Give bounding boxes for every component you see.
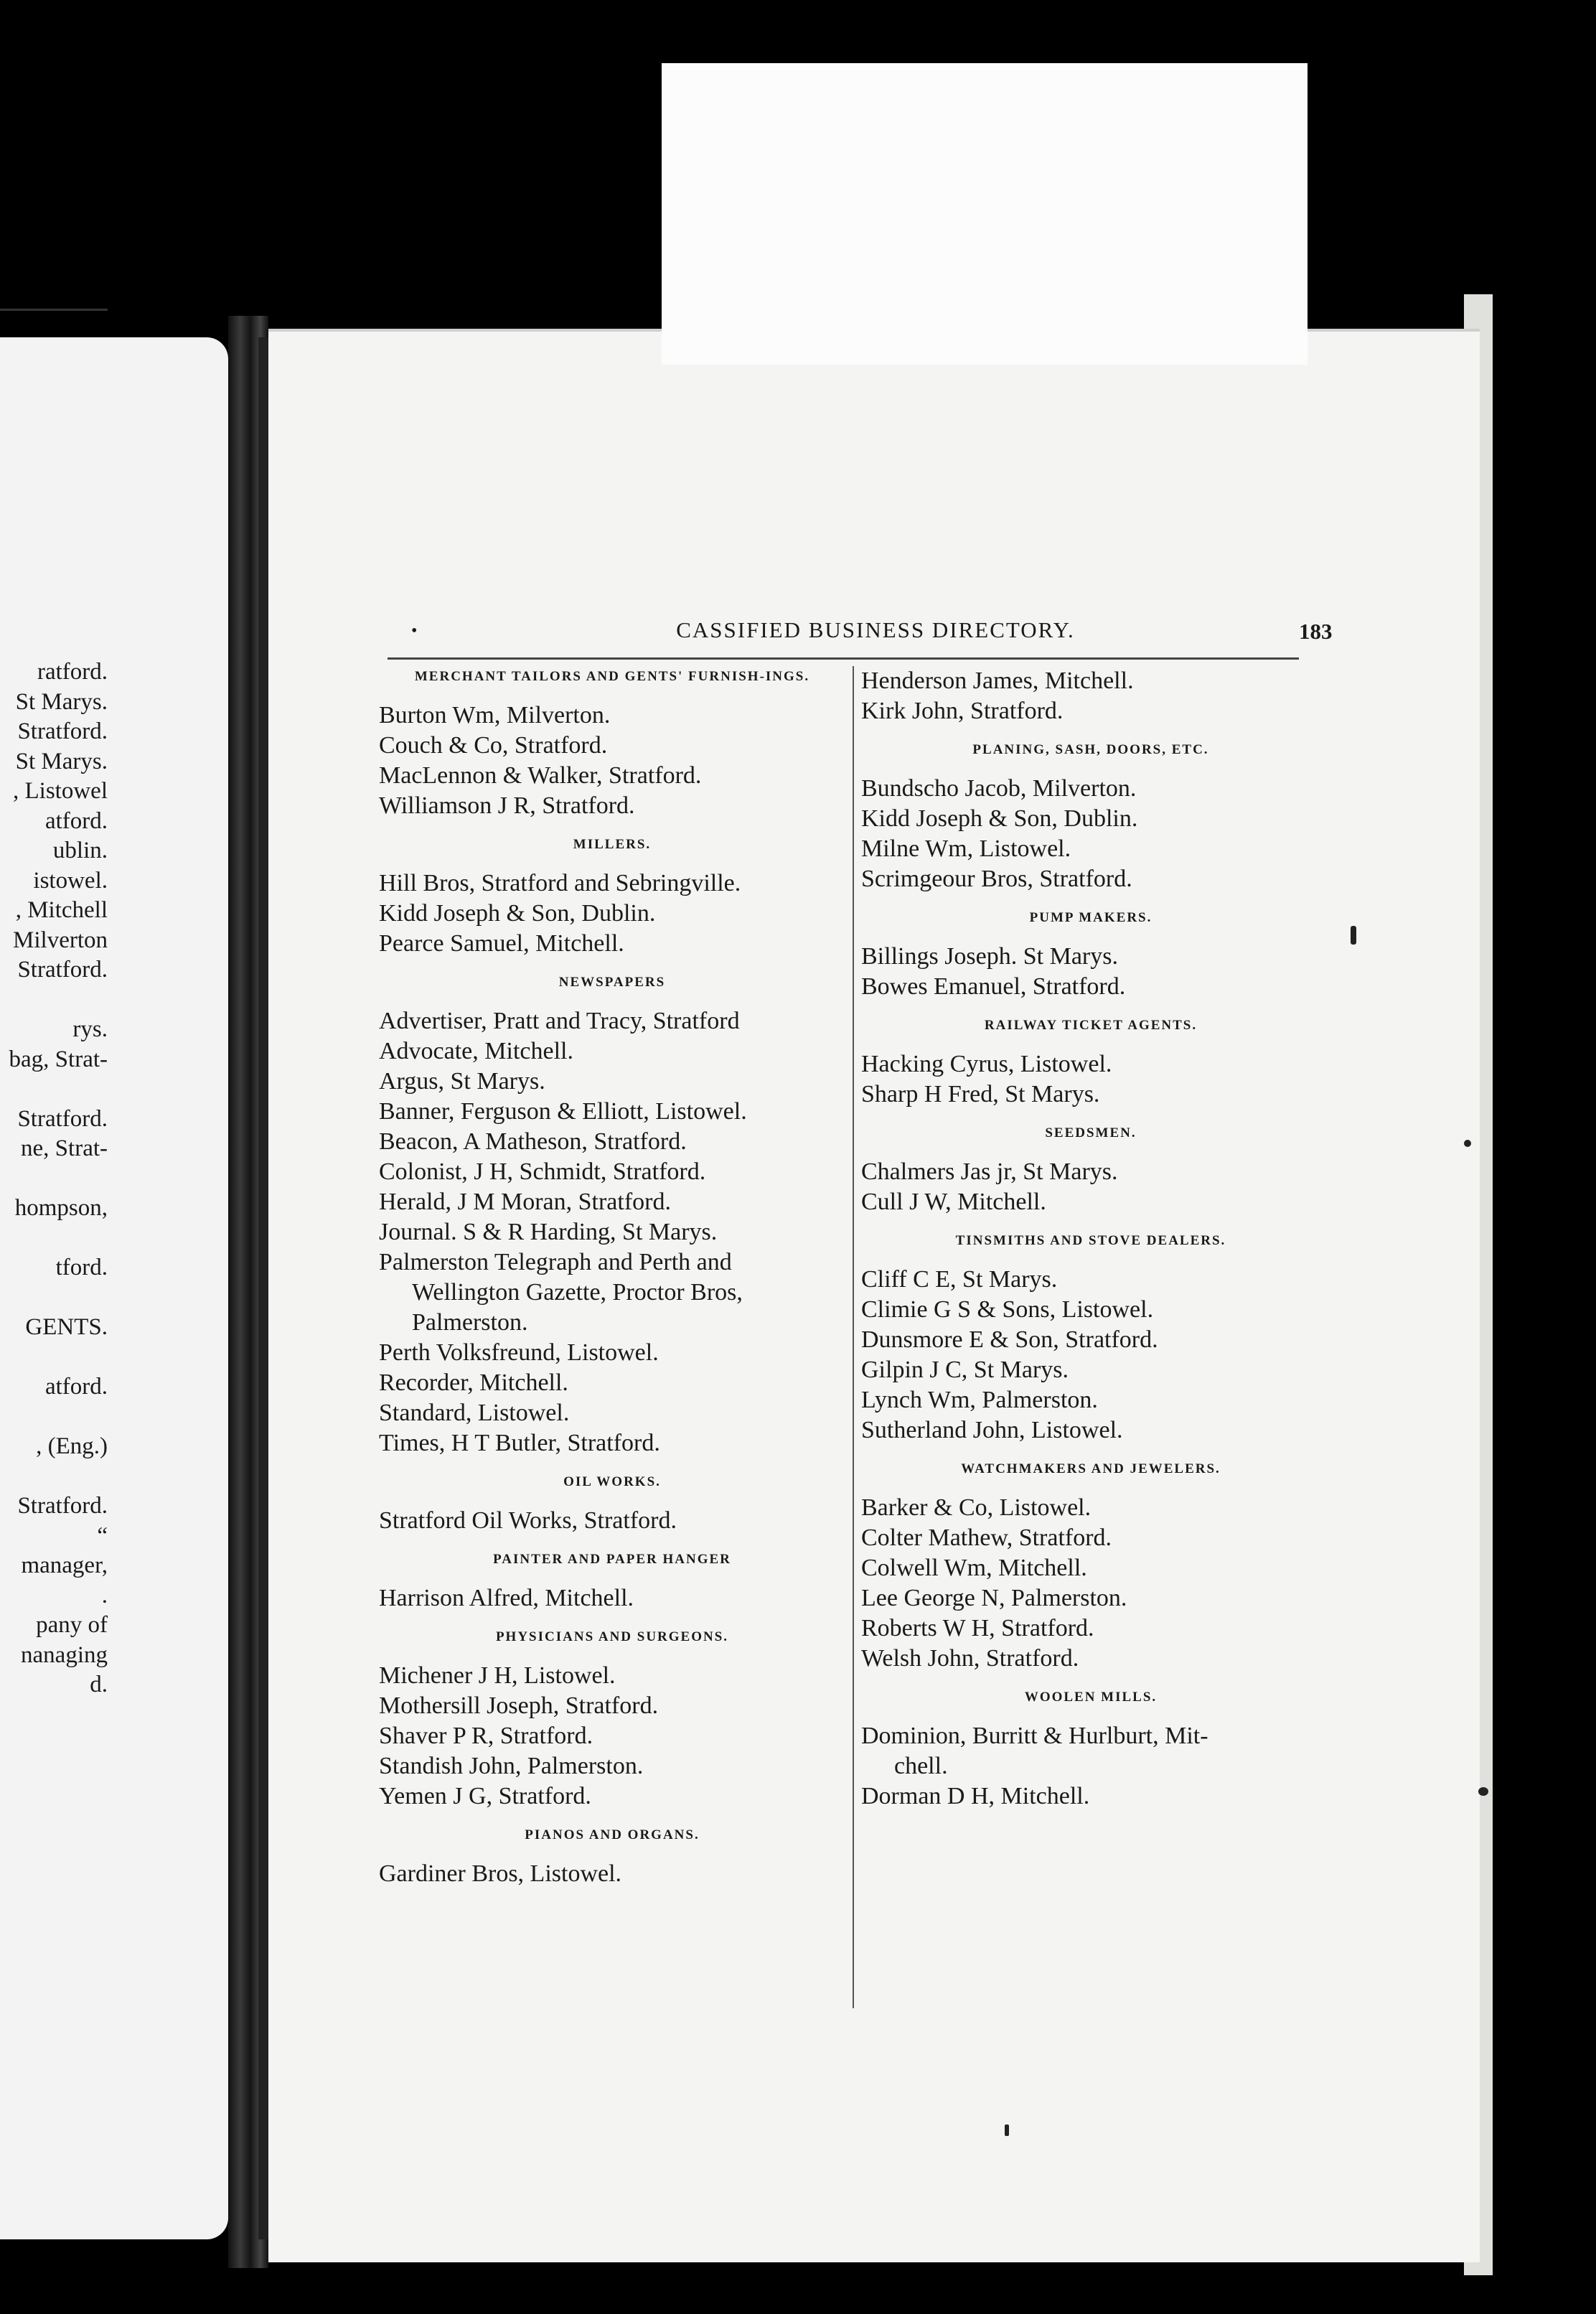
directory-entry: Chalmers Jas jr, St Marys. [861, 1158, 1118, 1185]
left-page-fragment: nanaging [21, 1641, 108, 1668]
left-page-fragment: bag, Strat- [9, 1046, 108, 1072]
directory-entry: Standish John, Palmerston. [379, 1753, 644, 1779]
header-dot: • [411, 622, 418, 640]
section-heading: PLANING, SASH, DOORS, ETC. [972, 742, 1209, 757]
directory-entry: Dominion, Burritt & Hurlburt, Mit- [861, 1723, 1208, 1749]
directory-entry: chell. [894, 1753, 948, 1779]
right-column [861, 666, 1320, 1812]
directory-entry: Dunsmore E & Son, Stratford. [861, 1326, 1158, 1353]
directory-entry: Journal. S & R Harding, St Marys. [379, 1219, 718, 1245]
directory-entry: Harrison Alfred, Mitchell. [379, 1585, 634, 1611]
directory-entry: Standard, Listowel. [379, 1400, 570, 1426]
directory-entry: Beacon, A Matheson, Stratford. [379, 1128, 687, 1155]
directory-entry: Bowes Emanuel, Stratford. [861, 973, 1126, 1000]
left-page-fragment: rys. [72, 1016, 108, 1042]
directory-entry: Kidd Joseph & Son, Dublin. [861, 805, 1138, 832]
directory-entry: Bundscho Jacob, Milverton. [861, 775, 1137, 802]
left-page-fragment: , (Eng.) [36, 1433, 108, 1459]
directory-entry: Palmerston. [412, 1309, 528, 1336]
section-heading: NEWSPAPERS [558, 975, 666, 990]
directory-entry: Advocate, Mitchell. [379, 1038, 573, 1064]
section-heading: PUMP MAKERS. [1029, 910, 1153, 925]
directory-entry: Banner, Ferguson & Elliott, Listowel. [379, 1098, 747, 1125]
directory-entry: Couch & Co, Stratford. [379, 732, 608, 759]
section-heading: MILLERS. [573, 837, 652, 852]
directory-entry: Cull J W, Mitchell. [861, 1189, 1046, 1215]
left-page-fragment: istowel. [33, 867, 108, 894]
left-page-fragment: Stratford. [17, 957, 108, 983]
ink-speck [1005, 2125, 1009, 2136]
directory-entry: Roberts W H, Stratford. [861, 1615, 1094, 1641]
directory-entry: Dorman D H, Mitchell. [861, 1783, 1090, 1809]
section-heading: PAINTER AND PAPER HANGER [493, 1552, 731, 1567]
left-page-fragment: manager, [21, 1552, 108, 1578]
section-heading: OIL WORKS. [563, 1474, 661, 1489]
left-page-fragment: . [101, 1582, 108, 1608]
left-page-fragment: GENTS. [25, 1314, 108, 1340]
directory-entry: Hacking Cyrus, Listowel. [861, 1051, 1112, 1077]
left-page-fragment: hompson, [14, 1195, 108, 1221]
section-heading: TINSMITHS AND STOVE DEALERS. [955, 1233, 1226, 1248]
directory-entry: Palmerston Telegraph and Perth and [379, 1249, 732, 1275]
page-number: 183 [1299, 619, 1333, 644]
directory-entry: Scrimgeour Bros, Stratford. [861, 866, 1132, 892]
left-page-fragment: “ [97, 1522, 108, 1549]
header-rule [388, 657, 1299, 660]
directory-entry: Michener J H, Listowel. [379, 1662, 616, 1689]
left-page-fragment: Stratford. [17, 1493, 108, 1519]
section-heading: RAILWAY TICKET AGENTS. [984, 1018, 1198, 1033]
directory-entry: Perth Volksfreund, Listowel. [379, 1339, 659, 1366]
directory-entry: Barker & Co, Listowel. [861, 1494, 1092, 1521]
left-page-fragment: d. [90, 1672, 108, 1697]
directory-entry: Milne Wm, Listowel. [861, 835, 1071, 862]
directory-entry: Lee George N, Palmerston. [861, 1585, 1127, 1611]
directory-entry: Gilpin J C, St Marys. [861, 1357, 1069, 1383]
left-page-fragment: Stratford. [17, 1105, 108, 1132]
column-divider [853, 666, 854, 2008]
page-title: CASSIFIED BUSINESS DIRECTORY. [676, 617, 1075, 642]
left-page-fragment: atford. [44, 1374, 108, 1400]
paper-tab [662, 63, 1308, 365]
section-heading: MERCHANT TAILORS AND GENTS' FURNISH-INGS. [414, 669, 810, 684]
section-heading: PIANOS AND ORGANS. [525, 1827, 700, 1842]
directory-entry: Pearce Samuel, Mitchell. [379, 930, 624, 957]
directory-entry: Henderson James, Mitchell. [861, 668, 1134, 694]
left-page-fragment: atford. [44, 807, 108, 834]
left-facing-page [0, 337, 228, 2239]
directory-entry: Sutherland John, Listowel. [861, 1417, 1123, 1443]
directory-entry: Shaver P R, Stratford. [379, 1723, 593, 1749]
ink-speck [1464, 1140, 1471, 1147]
directory-entry: Kidd Joseph & Son, Dublin. [379, 900, 656, 927]
directory-entry: Recorder, Mitchell. [379, 1369, 568, 1396]
directory-entry: Kirk John, Stratford. [861, 698, 1064, 724]
left-page-fragment: , Listowel [13, 778, 108, 804]
directory-entry: Mothersill Joseph, Stratford. [379, 1692, 659, 1719]
directory-entry: Colwell Wm, Mitchell. [861, 1555, 1087, 1581]
directory-entry: Colter Mathew, Stratford. [861, 1524, 1112, 1551]
left-page-fragment: ratford. [37, 659, 108, 685]
directory-entry: Herald, J M Moran, Stratford. [379, 1189, 671, 1215]
directory-entry: Advertiser, Pratt and Tracy, Stratford [379, 1008, 740, 1034]
left-page-fragment: ublin. [52, 838, 108, 863]
section-heading: SEEDSMEN. [1045, 1125, 1137, 1140]
left-page-fragment: ne, Strat- [21, 1135, 108, 1161]
section-heading: WATCHMAKERS AND JEWELERS. [961, 1461, 1221, 1476]
left-page-fragment: St Marys. [15, 748, 108, 774]
section-heading: PHYSICIANS AND SURGEONS. [495, 1629, 729, 1644]
directory-entry: Williamson J R, Stratford. [379, 792, 635, 819]
left-page-rule [0, 309, 108, 311]
directory-entry: Burton Wm, Milverton. [379, 702, 611, 729]
ink-speck [1351, 926, 1356, 945]
directory-entry: Times, H T Butler, Stratford. [379, 1430, 660, 1456]
directory-entry: Wellington Gazette, Proctor Bros, [412, 1279, 743, 1306]
left-page-fragment: pany of [36, 1612, 108, 1638]
directory-entry: Climie G S & Sons, Listowel. [861, 1296, 1154, 1323]
left-page-fragment: Stratford. [17, 718, 108, 744]
spine-edge [258, 337, 268, 2239]
directory-entry: Cliff C E, St Marys. [861, 1266, 1058, 1293]
directory-entry: Yemen J G, Stratford. [379, 1783, 591, 1809]
directory-entry: Hill Bros, Stratford and Sebringville. [379, 870, 741, 896]
directory-entry: Colonist, J H, Schmidt, Stratford. [379, 1158, 706, 1185]
directory-entry: Billings Joseph. St Marys. [861, 943, 1118, 970]
directory-entry: Lynch Wm, Palmerston. [861, 1387, 1098, 1413]
ink-speck [1478, 1787, 1488, 1796]
directory-entry: Gardiner Bros, Listowel. [379, 1860, 622, 1887]
left-page-fragment: tford. [55, 1255, 108, 1280]
directory-entry: Argus, St Marys. [379, 1068, 545, 1095]
section-heading: WOOLEN MILLS. [1024, 1690, 1158, 1705]
left-page-fragment: , Mitchell [15, 897, 108, 923]
left-page-fragment: St Marys. [15, 688, 108, 715]
directory-entry: Welsh John, Stratford. [861, 1645, 1079, 1672]
left-page-fragment: Milverton [13, 927, 108, 953]
directory-entry: Stratford Oil Works, Stratford. [379, 1507, 677, 1534]
directory-entry: MacLennon & Walker, Stratford. [379, 762, 702, 789]
directory-entry: Sharp H Fred, St Marys. [861, 1081, 1100, 1107]
left-column [379, 666, 845, 1889]
